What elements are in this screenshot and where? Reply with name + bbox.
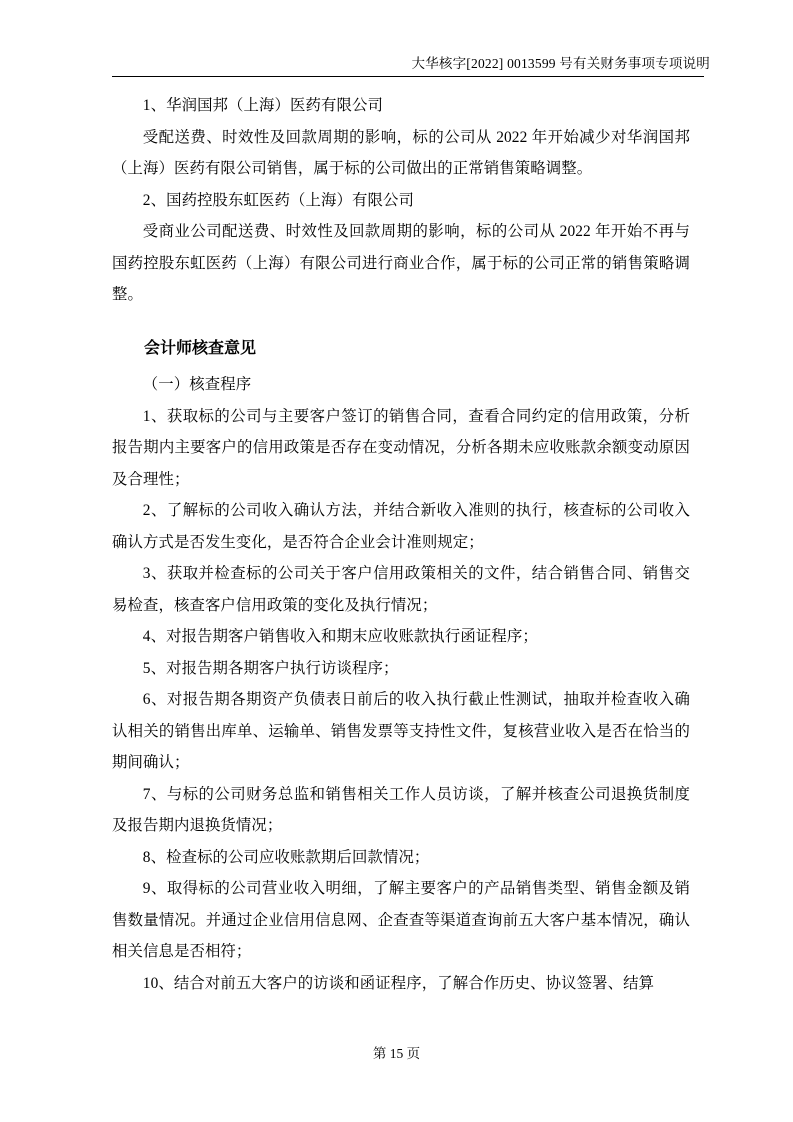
procedure-item-4: 4、对报告期客户销售收入和期末应收账款执行函证程序； [142,628,538,645]
subsection-heading-procedures: （一）核查程序 [142,376,252,393]
procedure-item-10: 10、结合对前五大客户的访谈和函证程序，了解合作历史、协议签署、结算 [142,974,655,992]
procedure-item-6: 6、对报告期各期资产负债表日前后的收入执行截止性测试，抽取并检查收入确认相关的销售出库单、运输单、销售发票等支持性文件，复核营业收入是否在恰当的期间确认； [112,691,690,771]
procedure-item-5: 5、对报告期各期客户执行访谈程序； [142,659,399,677]
procedure-item-1: 1、获取标的公司与主要客户签订的销售合同，查看合同约定的信用政策，分析报告期内主要客户的信用政策是否存在变动情况，分析各期未应收账款余额变动原因及合理性； [112,407,690,488]
paragraph-1: 1、华润国邦（上海）医药有限公司 [142,97,383,114]
procedure-item-9: 9、取得标的公司营业收入明细，了解主要客户的产品销售类型、销售金额及销售数量情况。并通过企业信用信息网、企查查等渠道查询前五大客户基本情况，确认相关信息是否相符； [112,880,690,960]
page-header: 大华核字[2022] 0013599 号有关财务事项专项说明 [411,56,710,71]
procedure-item-2: 2、了解标的公司收入确认方法，并结合新收入准则的执行，核查标的公司收入确认方式是否发生变化，是否符合企业会计准则规定； [112,502,690,551]
procedure-item-3: 3、获取并检查标的公司关于客户信用政策相关的文件，结合销售合同、销售交易检查，核查客户信用政策的变化及执行情况； [112,565,690,614]
document-body [112,90,690,999]
procedure-item-7: 7、与标的公司财务总监和销售相关工作人员访谈，了解并核查公司退换货制度及报告期内退换货情况； [112,785,690,834]
header-divider [112,76,704,77]
paragraph-2: 受配送费、时效性及回款周期的影响，标的公司从 2022 年开始减少对华润国邦（上海）医药有限公司销售，属于标的公司做出的正常销售策略调整。 [112,128,690,177]
paragraph-4: 受商业公司配送费、时效性及回款周期的影响，标的公司从 2022 年开始不再与国药控股东虹医药（上海）有限公司进行商业合作，属于标的公司正常的销售策略调整。 [112,223,690,303]
paragraph-3: 2、国药控股东虹医药（上海）有限公司 [142,191,414,209]
section-heading-accountant-opinion: 会计师核查意见 [144,339,257,357]
section-spacer [112,311,690,333]
procedure-item-8: 8、检查标的公司应收账款期后回款情况； [142,848,430,866]
page-footer: 第 15 页 [372,1046,421,1061]
